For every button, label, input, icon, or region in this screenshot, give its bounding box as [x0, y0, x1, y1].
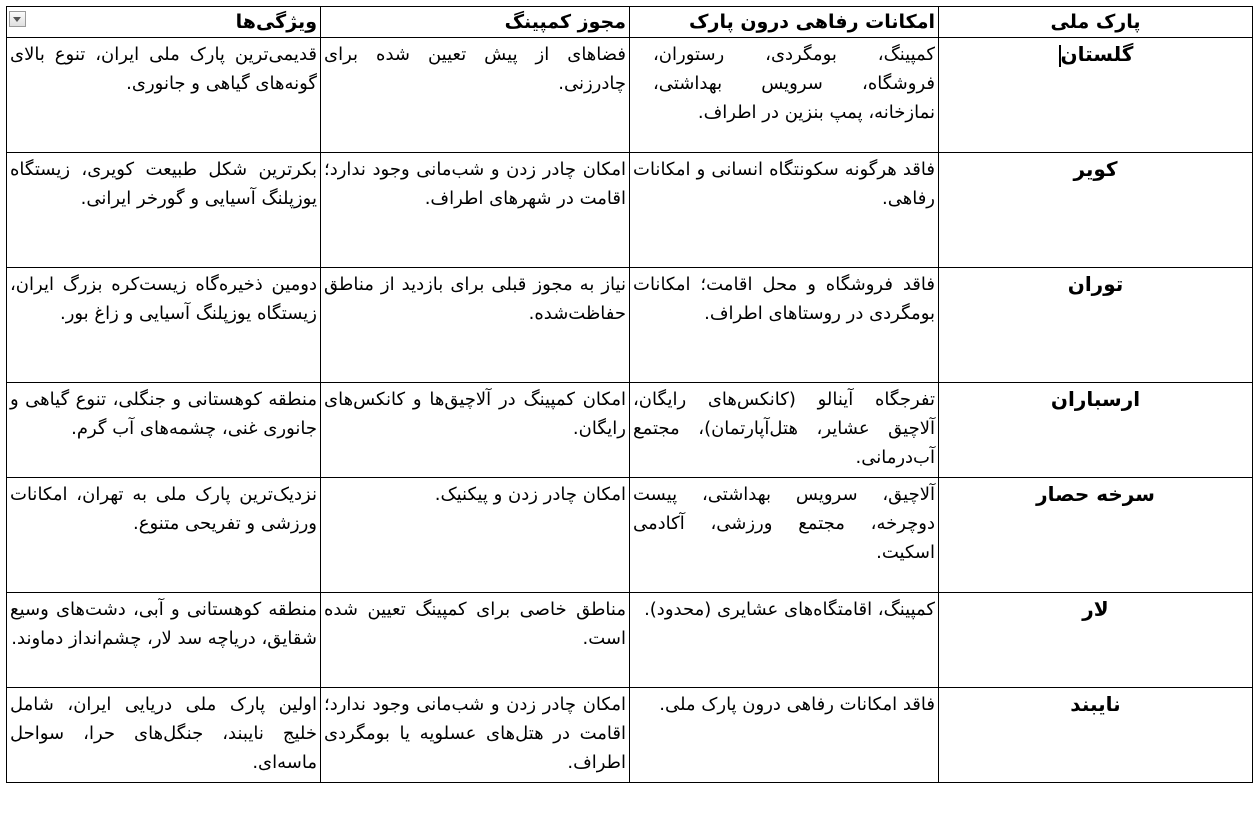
- camping-permit-text: امکان چادر زدن و شب‌مانی وجود ندارد؛ اقامت در هتل‌های عسلویه یا بومگردی اطراف.: [324, 694, 626, 773]
- header-camping-permit: مجوز کمپینگ: [321, 7, 630, 38]
- camping-permit-text: امکان چادر زدن و شب‌مانی وجود ندارد؛ اقامت در شهرهای اطراف.: [324, 159, 626, 209]
- park-name: کویر: [1073, 157, 1118, 181]
- table-row: [7, 268, 1253, 383]
- facilities-cell[interactable]: [630, 153, 939, 268]
- park-name-cell[interactable]: [939, 38, 1253, 153]
- camping-permit-text: مناطق خاصی برای کمپینگ تعیین شده است.: [324, 599, 626, 649]
- table-header-row: [7, 7, 1253, 38]
- facilities-cell[interactable]: [630, 593, 939, 688]
- features-text: اولین پارک ملی دریایی ایران، شامل خلیج نایبند، جنگل‌های حرا، سواحل ماسه‌ای.: [10, 694, 317, 773]
- park-name-cell[interactable]: [939, 688, 1253, 783]
- table-row: [7, 478, 1253, 593]
- camping-permit-text: نیاز به مجوز قبلی برای بازدید از مناطق حفاظت‌شده.: [324, 274, 626, 324]
- features-text: نزدیک‌ترین پارک ملی به تهران، امکانات ورزشی و تفریحی متنوع.: [10, 484, 317, 534]
- features-text: قدیمی‌ترین پارک ملی ایران، تنوع بالای گونه‌های گیاهی و جانوری.: [10, 44, 317, 94]
- facilities-text: کمپینگ، اقامتگاه‌های عشایری (محدود).: [644, 599, 935, 620]
- facilities-text: آلاچیق، سرویس بهداشتی، پیست دوچرخه، مجتمع ورزشی، آکادمی اسکیت.: [633, 484, 935, 563]
- camping-permit-text: امکان چادر زدن و پیکنیک.: [434, 484, 626, 505]
- park-name: توران: [1067, 272, 1124, 296]
- park-name-cell[interactable]: [939, 478, 1253, 593]
- features-cell[interactable]: [7, 593, 321, 688]
- camping-permit-cell[interactable]: [321, 593, 630, 688]
- header-features: ویژگی‌ها: [7, 7, 321, 38]
- camping-permit-text: فضاهای از پیش تعیین شده برای چادرزنی.: [324, 44, 626, 94]
- facilities-text: فاقد فروشگاه و محل اقامت؛ امکانات بومگردی در روستاهای اطراف.: [633, 274, 935, 324]
- park-name-cell[interactable]: [939, 153, 1253, 268]
- camping-permit-cell[interactable]: [321, 153, 630, 268]
- park-name: گلستان: [1060, 42, 1134, 66]
- facilities-cell[interactable]: [630, 478, 939, 593]
- camping-permit-cell[interactable]: [321, 38, 630, 153]
- park-name: لار: [1082, 597, 1109, 621]
- header-park: پارک ملی: [939, 7, 1253, 38]
- facilities-text: فاقد هرگونه سکونتگاه انسانی و امکانات رفاهی.: [633, 159, 935, 209]
- table-row: [7, 153, 1253, 268]
- features-text: بکرترین شکل طبیعت کویری، زیستگاه یوزپلنگ آسیایی و گورخر ایرانی.: [10, 159, 317, 209]
- table-row: [7, 688, 1253, 783]
- features-cell[interactable]: [7, 688, 321, 783]
- features-cell[interactable]: [7, 478, 321, 593]
- features-cell[interactable]: [7, 383, 321, 478]
- facilities-cell[interactable]: [630, 268, 939, 383]
- features-cell[interactable]: [7, 153, 321, 268]
- park-name: سرخه حصار: [1036, 482, 1155, 506]
- park-name: ارسباران: [1050, 387, 1141, 411]
- features-cell[interactable]: [7, 268, 321, 383]
- camping-permit-cell[interactable]: [321, 688, 630, 783]
- features-text: دومین ذخیره‌گاه زیست‌کره بزرگ ایران، زیستگاه یوزپلنگ آسیایی و زاغ بور.: [10, 274, 317, 324]
- header-facilities: امکانات رفاهی درون پارک: [630, 7, 939, 38]
- table-row: [7, 383, 1253, 478]
- camping-permit-cell[interactable]: [321, 268, 630, 383]
- facilities-cell[interactable]: [630, 38, 939, 153]
- features-text: منطقه کوهستانی و آبی، دشت‌های وسیع شقایق، دریاچه سد لار، چشم‌انداز دماوند.: [10, 599, 317, 649]
- park-name-cell[interactable]: [939, 383, 1253, 478]
- facilities-cell[interactable]: [630, 383, 939, 478]
- facilities-text: تفرجگاه آینالو (کانکس‌های رایگان، آلاچیق عشایر، هتل‌آپارتمان)، مجتمع آب‌درمانی.: [633, 389, 935, 468]
- features-text: منطقه کوهستانی و جنگلی، تنوع گیاهی و جانوری غنی، چشمه‌های آب گرم.: [10, 389, 317, 439]
- park-name-cell[interactable]: [939, 593, 1253, 688]
- park-name: نایبند: [1070, 692, 1121, 716]
- table-row: [7, 38, 1253, 153]
- facilities-cell[interactable]: [630, 688, 939, 783]
- table-row: [7, 593, 1253, 688]
- facilities-text: کمپینگ، بومگردی، رستوران، فروشگاه، سرویس بهداشتی، نمازخانه، پمپ بنزین در اطراف.: [653, 44, 935, 123]
- document-page: [6, 6, 1252, 783]
- camping-permit-cell[interactable]: [321, 478, 630, 593]
- national-parks-table: [6, 6, 1253, 783]
- park-name-cell[interactable]: [939, 268, 1253, 383]
- camping-permit-text: امکان کمپینگ در آلاچیق‌ها و کانکس‌های رایگان.: [324, 389, 626, 439]
- camping-permit-cell[interactable]: [321, 383, 630, 478]
- facilities-text: فاقد امکانات رفاهی درون پارک ملی.: [659, 694, 935, 715]
- features-cell[interactable]: [7, 38, 321, 153]
